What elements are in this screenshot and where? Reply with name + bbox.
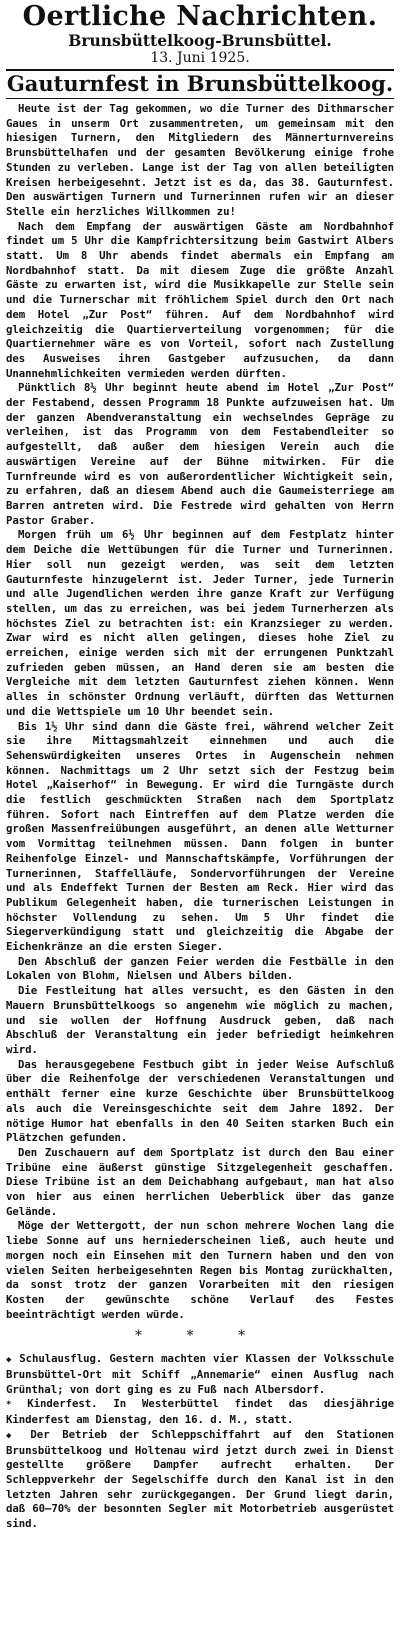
news-item — [6, 1352, 394, 1397]
news-item-lead: Kinderfest. — [27, 1397, 98, 1411]
section-separator: * * * — [135, 1328, 265, 1345]
article-paragraph: Möge der Wettergott, der nun schon mehrere Wochen lang die liebe Sonne auf uns herniederscheinen ließ, auch heute und morgen noch ein Einsehen mit den Turnern haben und den von vielen Seiten herbeigesehnten Regen bis Montag zurückhalten, da sonst trotz der ganzen Vorarbeiten mit den riesigen Kosten der gewünschte schöne Verlauf des Festes beeinträchtigt werden würde. — [6, 1219, 394, 1321]
article-paragraph: Die Festleitung hat alles versucht, es den Gästen in den Mauern Brunsbüttelkoogs so angenehm wie möglich zu machen, und sie wollen der Hoffnung Ausdruck geben, daß nach Abschluß der Veranstaltung ein jeder befriedigt heimkehren wird. — [6, 984, 394, 1056]
article-paragraph: Pünktlich 8½ Uhr beginnt heute abend im Hotel „Zur Post“ der Festabend, dessen Programm 18 Punkte aufzuweisen hat. Um der ganzen Abendveranstaltung ein wechselndes Gepräge zu verleihen, ist das Programm von dem Festabendleiter so aufgestellt, daß außer dem hiesigen Verein auch die auswärtigen Vereine auf der Bühne mitwirken. Für die Turnfreunde wird es von außerordentlicher Wichtigkeit sein, zu erfahren, daß an diesem Abend auch die Gaumeisterriege am Barren antreten wird. Die Festrede wird gehalten von Herrn Pastor Graber. — [6, 381, 394, 527]
dateline: 13. Juni 1925. — [150, 50, 250, 66]
article-body — [6, 102, 394, 1322]
article-paragraph: Den Abschluß der ganzen Feier werden die Festbälle in den Lokalen von Blohm, Nielsen und Albers bilden. — [6, 954, 394, 983]
asterisk-marker-icon: * — [6, 1400, 12, 1411]
local-news-list — [6, 1352, 394, 1531]
section-title: Oertliche Nachrichten. — [22, 1, 378, 32]
news-item-body: Gestern machten vier Klassen der Volksschule Brunsbüttel-Ort mit Schiff „Annemarie“ einen Ausflug nach Grünthal; von dort ging es zu Fuß nach Albersdorf. — [6, 1352, 394, 1396]
article-paragraph: Heute ist der Tag gekommen, wo die Turner des Dithmarscher Gaues in unserm Ort zusammentreten, um gemeinsam mit den hiesigen Turnern, den Mitgliedern des Männerturnvereins Brunsbüttelhafen und der gesamten Bevölkerung einige frohe Stunden zu verleben. Lange ist der Tag von allen beteiligten Kreisen herbeigesehnt. Jetzt ist es da, das 38. Gauturnfest. Den auswärtigen Turnern und Turnerinnen rufen wir an dieser Stelle ein herzliches Willkommen zu! — [6, 102, 394, 218]
article-paragraph: Das herausgegebene Festbuch gibt in jeder Weise Aufschluß über die Reihenfolge der verschiedenen Veranstaltungen und enthält ferner eine kurze Geschichte über Brunsbüttelkoog als auch die Vereinsgeschichte seit dem Jahre 1892. Der nötige Humor hat ebenfalls in den 40 Seiten starken Buch ein Plätzchen gefunden. — [6, 1057, 394, 1145]
news-item — [6, 1397, 394, 1427]
diamond-marker-icon: ◆ — [6, 1430, 18, 1441]
news-item-body: In Westerbüttel findet das diesjährige Kinderfest am Dienstag, den 16. d. M., statt. — [6, 1397, 394, 1427]
masthead — [6, 2, 394, 67]
article-paragraph: Bis 1½ Uhr sind dann die Gäste frei, während welcher Zeit sie ihre Mittagsmahlzeit einnehmen und auch die Sehenswürdigkeiten unseres Ortes in Augenschein nehmen können. Nachmittags um 2 Uhr setzt sich der Festzug beim Hotel „Kaiserhof“ in Bewegung. Er wird die Turngäste durch die festlich geschmückten Straßen nach dem Sportplatz führen. Sofort nach Eintreffen auf dem Platze werden die großen Massenfreiübungen ausgeführt, an denen alle Wetturner vom Vormittag teilnehmen müssen. Dann folgen in bunter Reihenfolge Einzel- und Mannschaftskämpfe, Vorführungen der Turnerinnen, Staffelläufe, Sondervorführungen der Vereine und als Endeffekt Turnen der Besten am Reck. Hier wird das Publikum Gelegenheit haben, die turnerischen Leistungen in höchster Vollendung zu sehen. Um 5 Uhr findet die Siegerverkündigung statt und gleichzeitig die Abgabe der Eichenkränze an die ersten Sieger. — [6, 719, 394, 954]
news-item-body: auf den Stationen Brunsbüttelkoog und Holtenau wird jetzt durch zwei in Dienst gestellte größere Dampfer aufrecht erhalten. Der Schleppverkehr der Segelschiffe durch den Kanal ist in den letzten Jahren sehr zurückgegangen. Der Grund liegt darin, daß 60—70% der besonnten Segler mit Motorbetrieb ausgerüstet sind. — [6, 1427, 395, 1531]
diamond-marker-icon: ◆ — [6, 1355, 13, 1366]
news-item-lead: Der Betrieb der Schleppschiffahrt — [30, 1427, 261, 1441]
news-item — [6, 1428, 394, 1532]
article-headline: Gauturnfest in Brunsbüttelkoog. — [6, 71, 394, 96]
headline-rule — [6, 98, 394, 99]
article-paragraph: Nach dem Empfang der auswärtigen Gäste am Nordbahnhof findet um 5 Uhr die Kampfrichtersitzung beim Gastwirt Albers statt. Um 8 Uhr abends findet abermals ein Empfang am Nordbahnhof statt. Da mit diesem Zuge die größte Anzahl Gäste zu erwarten ist, wird die Musikkapelle zur Stelle sein und die Turnerschar mit fröhlichem Spiel durch den Ort nach dem Hotel „Zur Post“ führen. Auf dem Nordbahnhof wird gleichzeitig die Quartierverteilung vorgenommen; für die Quartiernehmer wäre es von Vorteil, sofort nach Zustellung des Ausweises ihren Gastgeber aufzusuchen, da dann Unannehmlichkeiten vermieden werden dürften. — [6, 219, 394, 380]
article-paragraph: Morgen früh um 6½ Uhr beginnen auf dem Festplatz hinter dem Deiche die Wettübungen für die Turner und Turnerinnen. Hier soll nun gezeigt werden, was seit dem letzten Gauturnfeste hinzugelernt ist. Jeder Turner, jede Turnerin und alle Jugendlichen werden ihre ganze Kraft zur Verfügung stellen, um das zu erreichen, was bei jedem Turnerherzen als höchstes Ziel zu betrachten ist: ein Kranzsieger zu werden. Zwar wird es nicht allen gelingen, dieses hohe Ziel zu erreichen, einige werden sich mit der errungenen Punktzahl zufrieden geben müssen, an Hand deren sie am besten die Vergleiche mit dem letzten Gauturnfest ziehen können. Wenn alles in schönster Ordnung verläuft, dürften das Wetturnen und die Wettspiele um 10 Uhr beendet sein. — [6, 528, 394, 718]
article-paragraph: Den Zuschauern auf dem Sportplatz ist durch den Bau einer Tribüne eine äußerst günstige Sitzgelegenheit geschaffen. Diese Tribüne ist an dem Deichabhang aufgebaut, man hat also von hier aus einen herrlichen Ueberblick über das ganze Gelände. — [6, 1145, 394, 1218]
news-item-lead: Schulausflug. — [19, 1352, 103, 1366]
subtitle: Brunsbüttelkoog-Brunsbüttel. — [68, 31, 332, 50]
